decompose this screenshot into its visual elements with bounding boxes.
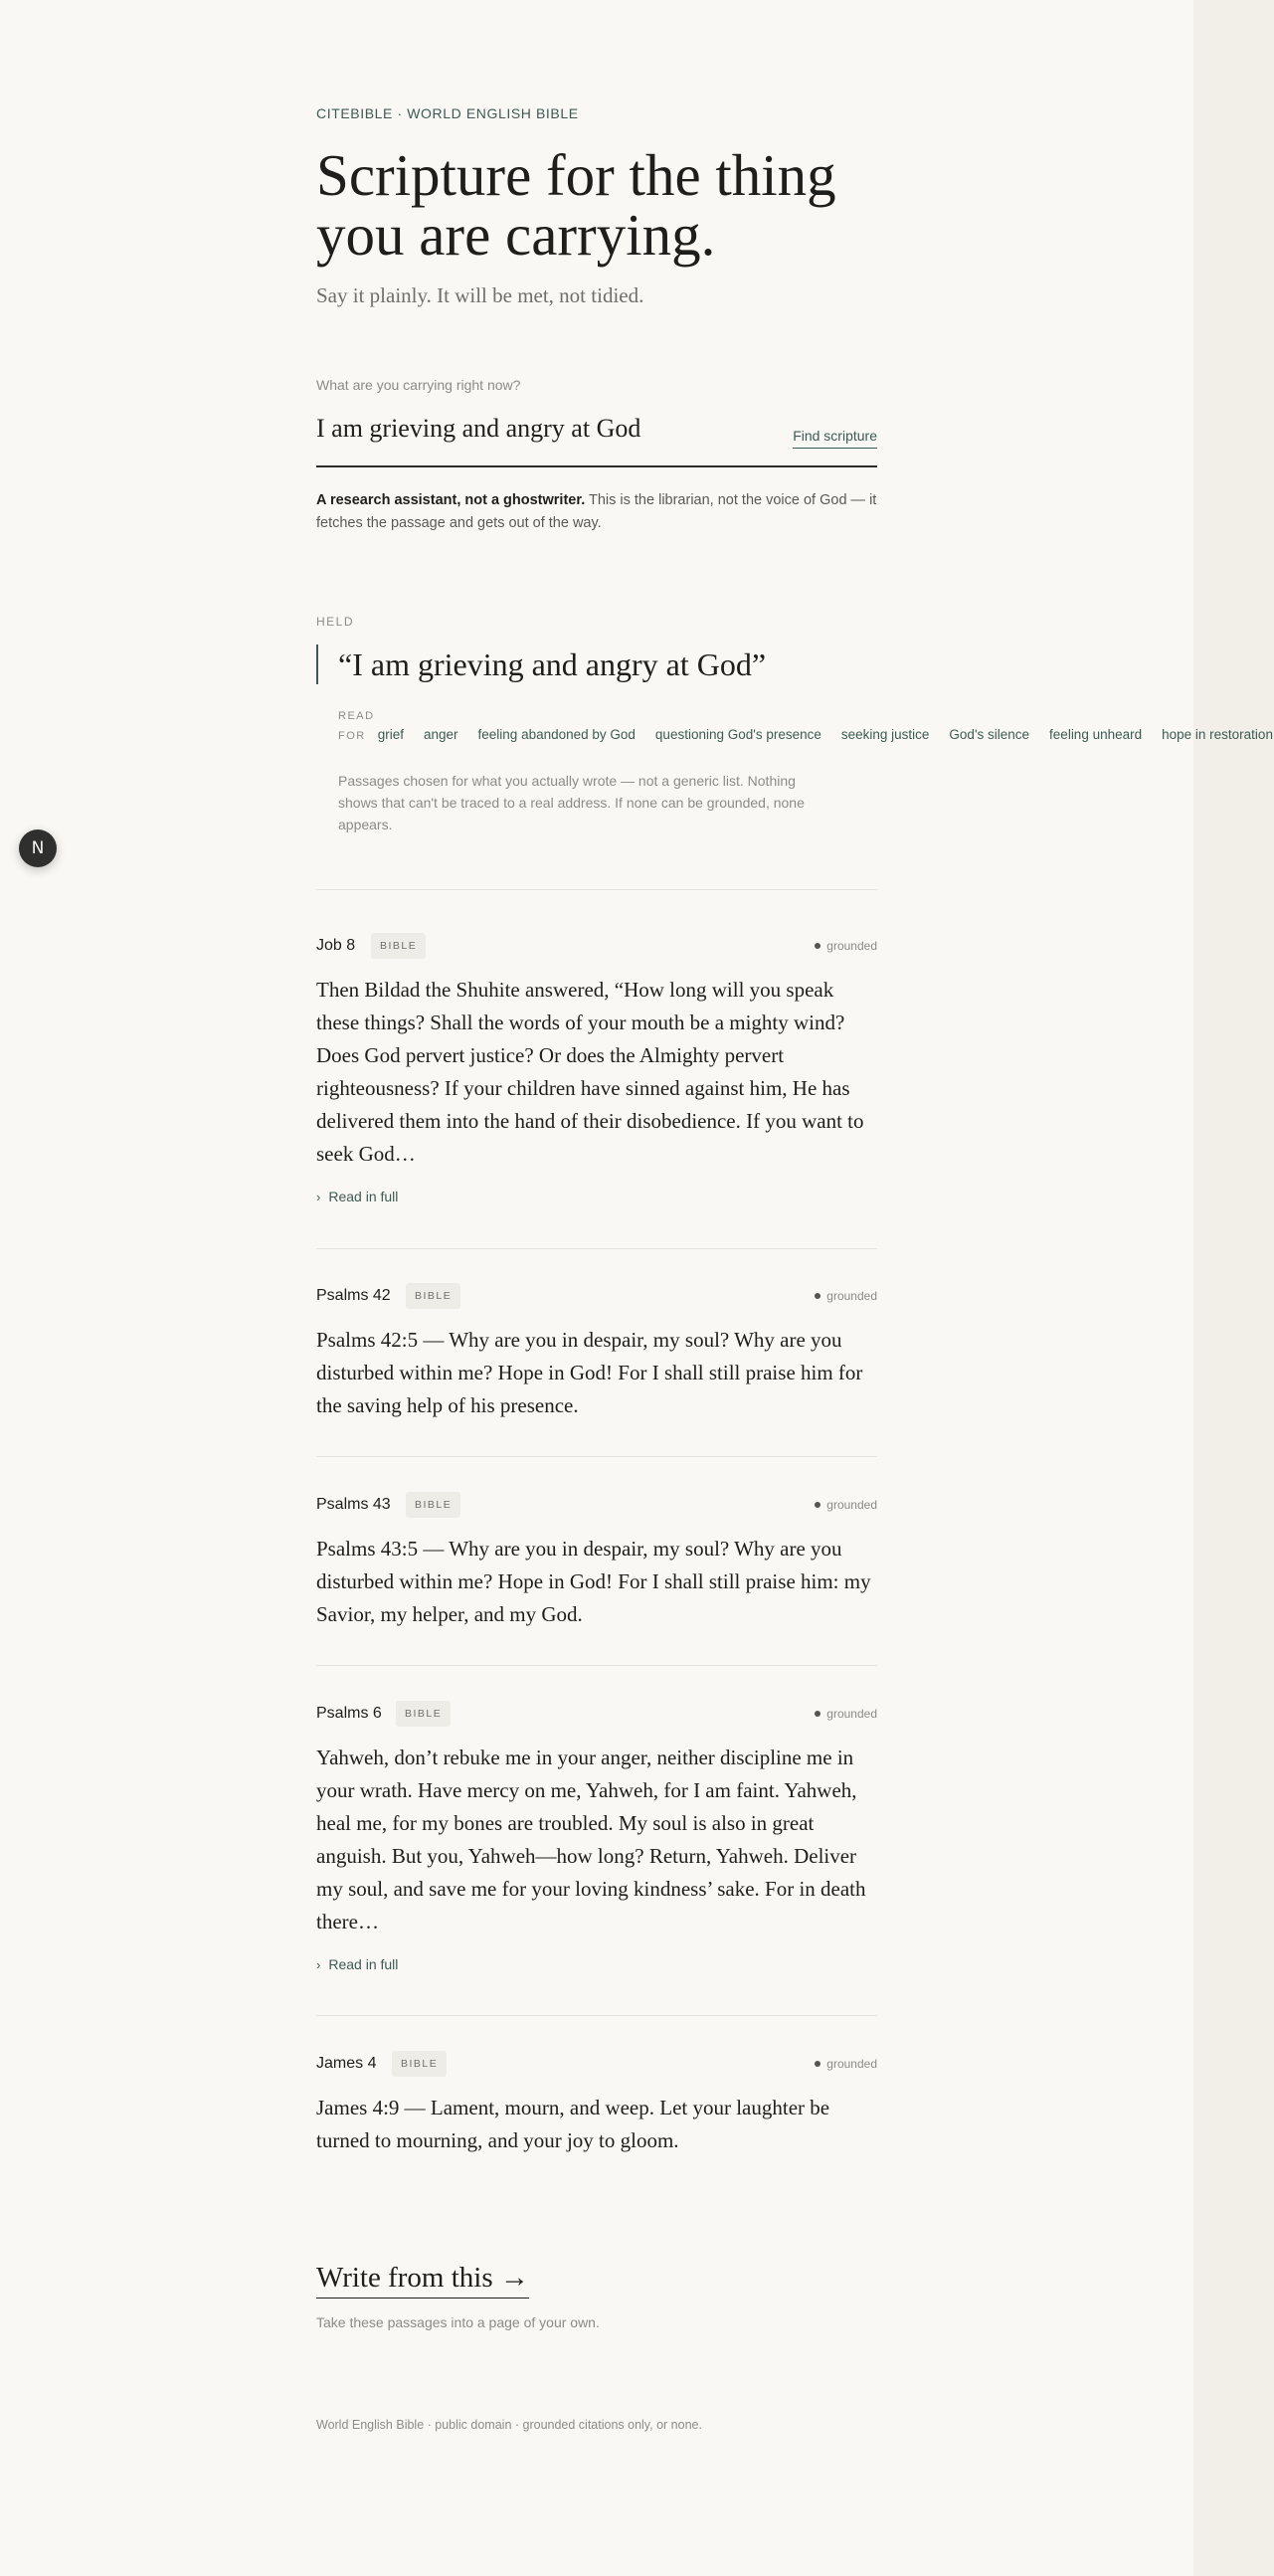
passage-card — [316, 1283, 877, 1422]
passage-card — [316, 1492, 877, 1631]
passage-text: Psalms 42:5 — Why are you in despair, my soul? Why are you disturbed within me? Hope in God! For I shall still praise him for the saving help of his presence. — [316, 1328, 863, 1417]
divider — [316, 1456, 877, 1457]
read-for-themes — [338, 709, 1273, 742]
status-dot-icon — [815, 943, 820, 949]
passage-head — [316, 1492, 877, 1518]
theme-tag: grief — [377, 727, 404, 742]
source-badge: BIBLE — [406, 1283, 460, 1309]
grounded-status — [815, 1707, 877, 1721]
page-subtitle: Say it plainly. It will be met, not tidied. — [316, 283, 644, 307]
write-subtitle: Take these passages into a page of your own. — [316, 2314, 600, 2330]
carry-input[interactable] — [316, 414, 754, 444]
passage-card — [316, 2051, 877, 2157]
grounded-label: grounded — [826, 1707, 877, 1721]
chevron-right-icon: › — [316, 1956, 321, 1972]
find-scripture-button[interactable]: Find scripture — [793, 428, 877, 449]
side-panel — [1193, 0, 1274, 2576]
held-label: HELD — [316, 615, 355, 629]
source-badge: BIBLE — [396, 1701, 451, 1727]
divider — [316, 1665, 877, 1666]
theme-tag: feeling abandoned by God — [477, 727, 636, 742]
theme-tag: questioning God's presence — [654, 727, 821, 742]
passage-card — [316, 933, 877, 1204]
page-title: Scripture for the thing you are carrying. — [316, 142, 836, 268]
passages-note: Passages chosen for what you actually wrote — not a generic list. Nothing shows that can't be traced to a real address. If none can be grounded, none appears. — [338, 773, 805, 832]
source-badge: BIBLE — [371, 933, 426, 959]
held-quote: “I am grieving and angry at God” — [316, 644, 766, 684]
theme-tag: hope in restoration — [1162, 727, 1273, 742]
status-dot-icon — [815, 2061, 820, 2067]
grounded-status — [815, 939, 877, 953]
read-in-full-label: Read in full — [328, 1189, 399, 1204]
passage-head — [316, 1701, 877, 1727]
divider — [316, 889, 877, 890]
disclaimer-body: This is the librarian, not the voice of God — it fetches the passage and gets out of the way. — [316, 492, 877, 531]
footer-note: World English Bible · public domain · grounded citations only, or none. — [316, 2418, 702, 2432]
theme-row — [338, 727, 1273, 742]
passage-text: Psalms 43:5 — Why are you in despair, my soul? Why are you disturbed within me? Hope in God! For I shall still praise him: my Savior, my helper, and my God. — [316, 1537, 871, 1626]
theme-tag: anger — [424, 727, 458, 742]
passage-ref: Psalms 6 — [316, 1705, 382, 1722]
theme-tag: God's silence — [949, 727, 1030, 742]
theme-tag: feeling unheard — [1049, 727, 1143, 742]
source-badge: BIBLE — [406, 1492, 460, 1518]
passage-head — [316, 1283, 877, 1309]
grounded-label: grounded — [826, 1289, 877, 1303]
search-label: What are you carrying right now? — [316, 377, 521, 393]
read-in-full-link[interactable] — [316, 1956, 877, 1972]
search-row — [316, 408, 877, 467]
write-from-this-link[interactable]: Write from this → — [316, 2260, 529, 2299]
grounded-status — [815, 1289, 877, 1303]
grounded-label: grounded — [826, 939, 877, 953]
read-label: READ — [338, 710, 375, 722]
status-dot-icon — [815, 1502, 820, 1508]
passage-ref: James 4 — [316, 2055, 377, 2072]
theme-tag: seeking justice — [840, 727, 930, 742]
grounded-label: grounded — [826, 1498, 877, 1512]
site-eyebrow: CITEBIBLE · WORLD ENGLISH BIBLE — [316, 105, 579, 121]
status-dot-icon — [815, 1711, 820, 1717]
passage-ref: Psalms 43 — [316, 1496, 391, 1513]
passage-head — [316, 933, 877, 959]
divider — [316, 1248, 877, 1249]
passage-card — [316, 1701, 877, 1972]
passage-ref: Job 8 — [316, 937, 356, 954]
source-badge: BIBLE — [392, 2051, 447, 2077]
passage-text: James 4:9 — Lament, mourn, and weep. Let your laughter be turned to mourning, and your joy to gloom. — [316, 2096, 830, 2152]
next-dev-indicator-button[interactable]: N — [19, 829, 57, 867]
grounded-status — [815, 1498, 877, 1512]
grounded-status — [815, 2057, 877, 2071]
passage-text: Yahweh, don’t rebuke me in your anger, neither discipline me in your wrath. Have mercy on me, Yahweh, for I am faint. Yahweh, heal me, for my bones are troubled. My soul is also in great anguish. But you, Yahweh—how long? Return, Yahweh. Deliver my soul, and save me for your loving kindness’ sake. For in death there… — [316, 1746, 866, 1933]
disclaimer — [316, 489, 877, 535]
passage-head — [316, 2051, 877, 2077]
chevron-right-icon: › — [316, 1189, 321, 1204]
read-in-full-link[interactable] — [316, 1189, 877, 1204]
disclaimer-lead: A research assistant, not a ghostwriter. — [316, 492, 586, 508]
read-in-full-label: Read in full — [328, 1956, 399, 1972]
for-label: FOR — [338, 730, 366, 742]
passage-text: Then Bildad the Shuhite answered, “How long will you speak these things? Shall the words of your mouth be a mighty wind? Does God pervert justice? Or does the Almighty pervert righteousness? If your children have sinned against him, He has delivered them into the hand of their disobedience. If you want to seek God… — [316, 978, 864, 1166]
divider — [316, 2015, 877, 2016]
status-dot-icon — [815, 1293, 820, 1299]
passage-ref: Psalms 42 — [316, 1287, 391, 1304]
grounded-label: grounded — [826, 2057, 877, 2071]
